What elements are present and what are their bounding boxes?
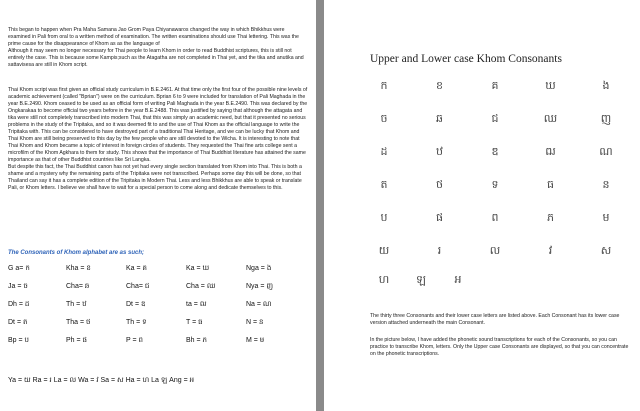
consonant-row <box>370 268 620 292</box>
consonant-row <box>370 169 620 202</box>
alphabet-row <box>8 260 298 278</box>
consonant-row <box>370 202 620 235</box>
consonant-glyph: ទ <box>491 177 499 191</box>
alphabet-entry: Bp = ប <box>8 337 29 344</box>
consonant-glyph: ព <box>491 210 499 224</box>
alphabet-entry: Tha = ថ <box>66 319 91 326</box>
alphabet-grid <box>8 260 298 350</box>
consonant-row <box>370 103 620 136</box>
alphabet-entry: Na = ណ <box>246 301 272 308</box>
history-paragraph: Thai Khom script was first given an official study curriculum in B.E.2461. At that time only the first four of the possible nine levels of academic achievement (called "Bprian") were on the curriculum. Bprian 6 to 9 were included for translation of Pali Maghada in the year B.E.2490. Khom ceased to be used as an official form of writing Pali Maghada in the year B.E.2490. This was declared by the Ongkarakaa to become official two years before in the year B.E.2488. This was justified by saying that although the attagata and tika were still not completely transcribed into modern Thai, that this was simply an academic need, but that it presented no serious problems in the study of the Tripitaka, and so it was deemed fit to and the use of Thai Khom as the official language to write the Tripitaka with. This can be considered to have destroyed part of a traditional Thai Heritage, and we can be lucky that Khom and Thai Khom are still being preserved to this day by the few people who are still devoted to the Wicha. It is interesting to note that Thai Khom and Khom became a topic of interest in foreign circles of students. They requested the Thai fine arts college sent a microfilm of the Khom Agkhara to them for study. This shows that the importance of Thai Buddhist literature has attained the same importance as that of other Buddhist countries like Sri Langka. But despite this fact, the Thai Buddhist canon has not yet had every single section translated from Khom into Thai. This is both a shame and a mystery why the remaining parts of the Tripitaka were not transcribed. Perhaps some day this will be done, so that Thailand can say it has a complete edition of the Tripitaka in Modern Thai. Less and less Bhikkhus are able to speak or translate Pali, or Khom letters. I believe we shall have to wait for a special person to come along and dedicate themselves to this. <box>8 87 308 191</box>
consonant-glyph: ខ <box>436 78 443 92</box>
consonant-glyph: ញ <box>600 111 612 125</box>
alphabet-last-row: Ya = យ Ra = រ La = ល Wa = វ Sa = ស Ha = ហ La ឡ Ang = អ <box>8 377 195 384</box>
alphabet-entry: Ka = គ <box>126 265 147 272</box>
alphabet-row <box>8 278 298 296</box>
alphabet-entry: Ph = ផ <box>66 337 87 344</box>
consonant-glyph: រ <box>437 243 442 257</box>
alphabet-heading: The Consonants of Khom alphabet are as such; <box>8 250 145 256</box>
consonant-chart-title: Upper and Lower case Khom Consonants <box>370 53 562 65</box>
consonant-glyph: ធ <box>547 177 554 191</box>
consonant-glyph: ឈ <box>543 111 558 125</box>
consonant-glyph: អ <box>454 273 462 286</box>
consonant-description: The thirty three Consonants and their lower case letters are listed above. Each Consonant has its lower case version attached underneath the main Consonant. <box>370 313 620 326</box>
consonant-glyph: ភ <box>547 210 554 224</box>
consonant-glyph: ជ <box>491 111 499 125</box>
consonant-row <box>370 235 620 268</box>
alphabet-entry: Nga = ង <box>246 265 272 272</box>
consonant-glyph: ន <box>602 177 610 191</box>
consonant-glyph: ប <box>380 210 388 224</box>
consonant-row <box>370 70 620 103</box>
consonant-glyph: យ <box>378 243 390 257</box>
consonant-row <box>370 136 620 169</box>
consonant-glyph: ឡ <box>416 273 426 286</box>
consonant-glyph: ណ <box>599 144 613 158</box>
consonant-glyph: ឆ <box>436 111 443 125</box>
consonant-glyph: ដ <box>380 144 388 158</box>
consonant-glyph: ផ <box>436 210 443 224</box>
consonant-glyph: ហ <box>378 273 390 286</box>
consonant-glyph: ច <box>380 111 388 125</box>
alphabet-entry: Dh = ដ <box>8 301 30 308</box>
alphabet-entry: Cha= ឆ <box>66 283 90 290</box>
alphabet-entry: Ka = ឃ <box>186 265 210 272</box>
consonant-glyph: ឍ <box>545 144 556 158</box>
alphabet-entry: Kha = ខ <box>66 265 91 272</box>
consonant-glyph: ឋ <box>436 144 443 158</box>
consonant-chart <box>370 70 620 286</box>
consonant-glyph: ស <box>600 243 612 257</box>
alphabet-entry: ta = ឍ <box>186 301 207 308</box>
consonant-glyph: ម <box>602 210 610 224</box>
consonant-glyph: វ <box>548 243 553 257</box>
alphabet-entry: Th = ឋ <box>66 301 87 308</box>
right-page <box>324 0 640 411</box>
consonant-glyph: ថ <box>436 177 443 191</box>
consonant-glyph: គ <box>491 78 499 92</box>
alphabet-entry: N = ន <box>246 319 264 326</box>
alphabet-entry: Cha= ជ <box>126 283 150 290</box>
alphabet-entry: Th = ទ <box>126 319 147 326</box>
consonant-glyph: ត <box>380 177 388 191</box>
consonant-glyph: ឃ <box>545 78 556 92</box>
consonant-glyph: ល <box>489 243 501 257</box>
alphabet-entry: T = ធ <box>186 319 203 326</box>
alphabet-entry: Dt = ឌ <box>126 301 146 308</box>
alphabet-entry: Dt = ត <box>8 319 28 326</box>
alphabet-entry: Cha = ឈ <box>186 283 216 290</box>
transcription-note: In the picture below, I have added the phonetic sound transcriptions for each of the Consonants, so you can practice to transcribe Khom, letters. Only the Upper case Consonants are displayed, so that you can concentrate on the phonetic transcriptions. <box>370 337 629 357</box>
consonant-glyph: ក <box>380 78 388 92</box>
alphabet-row <box>8 332 298 350</box>
alphabet-entry: P = ព <box>126 337 143 344</box>
left-page <box>0 0 316 411</box>
alphabet-entry: Ja = ច <box>8 283 28 290</box>
alphabet-entry: M = ម <box>246 337 265 344</box>
consonant-glyph: ឌ <box>491 144 499 158</box>
alphabet-entry: G a= ក <box>8 265 30 272</box>
alphabet-row <box>8 296 298 314</box>
alphabet-entry: Nya = ញ <box>246 283 274 290</box>
alphabet-row <box>8 314 298 332</box>
intro-paragraph: This began to happen when Pra Maha Samana Jao Grom Paya Chiyanawaros changed the way in which Bhikkhus were examined in Pali from oral to a written method of examination. The written examinations should use Thai lettering. This was the prime cause for the disappearance of Khom as as the language of Although it may seem no longer necessary for Thai people to learn Khom in order to read Buddhist scriptures, this is still not entirely the case. This is because some Kampis;such as the Atagatha are not completed in Thai yet, and the tika and anutika and sattavisesa are still in Khom script. <box>8 27 304 68</box>
alphabet-entry: Bh = ភ <box>186 337 207 344</box>
consonant-glyph: ង <box>602 78 610 92</box>
